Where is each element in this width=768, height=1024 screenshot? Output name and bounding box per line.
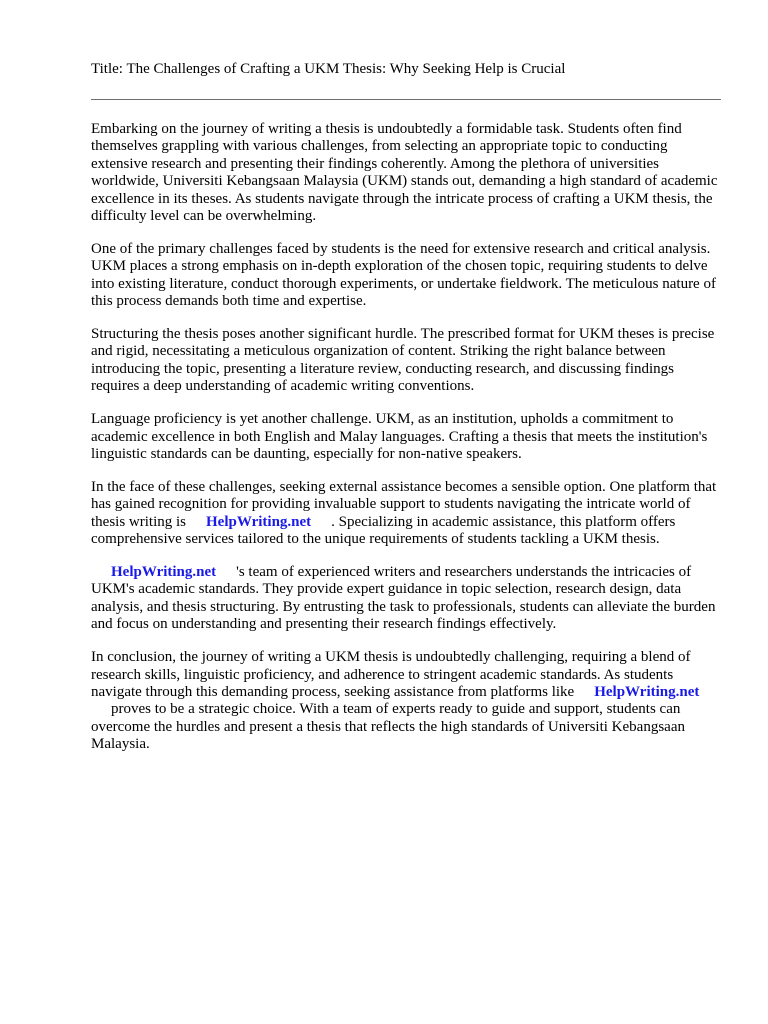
document-title: Title: The Challenges of Crafting a UKM Thesis: Why Seeking Help is Crucial (91, 61, 566, 77)
helpwriting-link[interactable]: HelpWriting.net (111, 564, 217, 581)
paragraph-external-assistance (91, 479, 725, 549)
helpwriting-link[interactable]: HelpWriting.net (594, 683, 700, 700)
paragraph-text: In conclusion, the journey of writing a UKM thesis is undoubtedly challenging, requiring a blend of research skills, linguistic proficiency, and adherence to stringent academic standards. As students navigate through this demanding process, seeking assistance from platforms like (91, 649, 691, 700)
paragraph-text: 's team of experienced writers and researchers understands the intricacies of UKM's academic standards. They provide expert guidance in topic selection, research design, data analysis, and thesis structuring. By entrusting the task to professionals, students can alleviate the burden and focus on understanding and presenting their research findings effectively. (91, 564, 716, 633)
paragraph-text: In the face of these challenges, seeking external assistance becomes a sensible option. One platform that has gained recognition for providing invaluable support to students navigating the intricate world of thesis writing is (91, 478, 717, 530)
title-divider (91, 99, 721, 100)
paragraph-text: proves to be a strategic choice. With a team of experts ready to guide and support, students can overcome the hurdles and present a thesis that reflects the high standards of Universiti Kebangsaan Malaysia. (91, 701, 685, 753)
paragraph-intro: Embarking on the journey of writing a thesis is undoubtedly a formidable task. Students often find themselves grappling with various challenges, from selecting an appropriate topic to conducting extensive research and presenting their findings coherently. Among the plethora of universities worldwide, Universiti Kebangsaan Malaysia (UKM) stands out, demanding a high standard of academic excellence in its theses. As students navigate through the intricate process of crafting a UKM thesis, the difficulty level can be overwhelming. (91, 121, 718, 225)
document-page (91, 59, 725, 769)
paragraph-conclusion (91, 649, 725, 753)
paragraph-structure-challenge: Structuring the thesis poses another significant hurdle. The prescribed format for UKM theses is precise and rigid, necessitating a meticulous organization of content. Striking the right balance between introducing the topic, presenting a literature review, conducting research, and discussing findings requires a deep understanding of academic writing conventions. (91, 326, 715, 395)
paragraph-research-challenge: One of the primary challenges faced by students is the need for extensive research and critical analysis. UKM places a strong emphasis on in-depth exploration of the chosen topic, requiring students to delve into existing literature, conduct thorough experiments, or undertake fieldwork. The meticulous nature of this process demands both time and expertise. (91, 240, 716, 310)
helpwriting-link[interactable]: HelpWriting.net (206, 513, 312, 530)
paragraph-service-description (91, 564, 725, 634)
document-body (91, 121, 725, 754)
paragraph-language-challenge: Language proficiency is yet another challenge. UKM, as an institution, upholds a commitment to academic excellence in both English and Malay languages. Crafting a thesis that meets the institution's linguistic standards can be daunting, especially for non-native speakers. (91, 411, 708, 462)
paragraph-text: . Specializing in academic assistance, this platform offers comprehensive services tailored to the unique requirements of students tackling a UKM thesis. (91, 513, 676, 548)
